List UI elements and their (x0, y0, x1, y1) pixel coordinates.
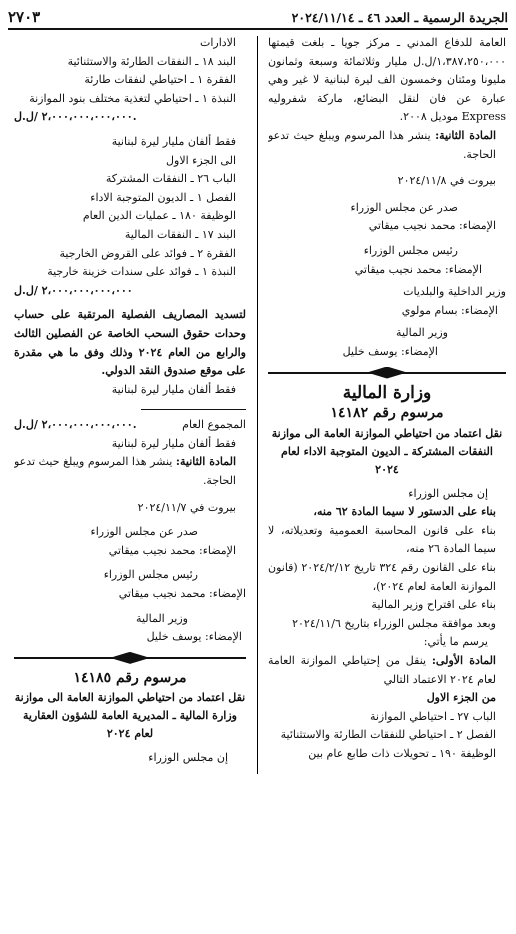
page-number: ٢٧٠٣ (8, 8, 41, 26)
to-part-1: الى الجزء الاول (166, 153, 236, 167)
signature-pm: الإمضاء: محمد نجيب ميقاتي (368, 219, 496, 233)
line-administrations: الادارات (199, 36, 236, 49)
article-1 (268, 652, 506, 689)
part-1-heading: من الجزء الاول (426, 691, 496, 705)
article-2-left-label: المادة الثانية: (175, 455, 236, 469)
budget-chapter: الباب ٢٧ ـ احتياطي الموازنة (369, 709, 496, 723)
amount-2-words: فقط ألفان مليار ليرة لبنانية (111, 382, 236, 396)
item-18: البند ١٨ ـ النفقات الطارئة والاستثنائية (67, 54, 236, 68)
decrees-line: يرسم ما يأتي: (423, 635, 488, 649)
issued-by: صدر عن مجلس الوزراء (350, 200, 458, 214)
decree-subject-left: نقل اعتماد من احتياطي الموازنة العامة الى موازنة وزارة المالية ـ المديرية العامة للشؤون العقارية لعام ٢٠٢٤ (14, 691, 246, 741)
article-2 (268, 127, 506, 164)
article-2-left (14, 453, 246, 490)
signature-pm-left-2: الإمضاء: محمد نجيب ميقاتي (118, 587, 246, 601)
recital-3: بناء على القانون رقم ٣٢٤ تاريخ ٢٠٢٤/٢/١٢ (قانون الموازنة العامة لعام ٢٠٢٤)، (268, 561, 496, 593)
signature-pm-left: الإمضاء: محمد نجيب ميقاتي (108, 543, 236, 557)
amount-1-words: فقط ألفان مليار ليرة لبنانية (111, 134, 236, 148)
budget-section: الفصل ٢ ـ احتياطي للنفقات الطارئة والاستثنائية (280, 728, 496, 742)
right-column (268, 34, 506, 926)
gazette-title: الجريدة الرسمية ـ العدد ٤٦ ـ ٢٠٢٤/١١/١٤ (291, 9, 508, 25)
signature-finance: الإمضاء: يوسف خليل (342, 344, 438, 358)
paragraph-1: الفقرة ١ ـ احتياطي لنفقات طارئة (84, 73, 236, 87)
recital-2: بناء على قانون المحاسبة العمومية وتعديلاته، لا سيما المادة ٢٦ منه، (268, 523, 496, 556)
column-divider (257, 36, 258, 774)
decree-number: مرسوم رقم ١٤١٨٢ (330, 405, 444, 422)
page-header (8, 6, 508, 30)
article-2-text: ينشر هذا المرسوم ويبلغ حيث تدعو الحاجة. (268, 128, 496, 161)
beirut-date: بيروت في ٢٠٢٤/١١/٨ (397, 174, 496, 188)
subsection-1-interest: النبذة ١ ـ فوائد على سندات خزينة خارجية (47, 265, 236, 279)
paragraph-vehicle-value: العامة للدفاع المدني ـ مركز جويا ـ بلغت قيمتها ١،٣٨٧،٢٥٠،٠٠٠/ل.ل مليار وثلاثمائة وسبعة وثمانون مليونا ومئتان وخمسون الف ليرة لبنانية لا غير وهي عبارة عن فان لنقل البضائع، ماركة شفروليه Express موديل ٢٠٠٨. (268, 36, 506, 124)
finance-minister-title: وزير المالية (396, 326, 448, 340)
article-2-label: المادة الثانية: (435, 128, 496, 142)
recital-1: بناء على الدستور لا سيما المادة ٦٢ منه، (313, 505, 496, 519)
left-column (14, 34, 246, 926)
subsection-1: النبذة ١ ـ احتياطي لتغذية مختلف بنود الموازنة (29, 91, 236, 105)
paragraph-2: الفقرة ٢ ـ فوائد على القروض الخارجية (59, 246, 236, 260)
recital-5: وبعد موافقة مجلس الوزراء بتاريخ ٢٠٢٤/١١/٦ (292, 616, 496, 630)
grand-total-label: المجموع العام (182, 418, 246, 432)
article-1-label: المادة الأولى: (431, 654, 496, 668)
ornament-divider (268, 367, 506, 379)
chapter-26: الباب ٢٦ ـ النفقات المشتركة (105, 172, 236, 186)
recital-4: بناء على اقتراح وزير المالية (371, 598, 496, 612)
amount-1: ٢،٠٠٠،٠٠٠،٠٠٠،٠٠٠ /ل.ل. (14, 110, 137, 124)
interior-minister-title: وزير الداخلية والبلديات (403, 285, 506, 299)
council-intro: إن مجلس الوزراء (408, 486, 488, 500)
section-1: الفصل ١ ـ الديون المتوجبة الاداء (90, 190, 236, 204)
amount-3-words: فقط ألفان مليار ليرة لبنانية (111, 436, 236, 450)
ministry-heading: وزارة المالية (342, 382, 432, 403)
signature-pm-2: الإمضاء: محمد نجيب ميقاتي (354, 262, 482, 276)
signature-finance-left: الإمضاء: يوسف خليل (146, 630, 242, 644)
article-1-text: ينقل من إحتياطي الموازنة العامة لعام ٢٠٢٤ الاعتماد التالي (268, 654, 496, 686)
item-17: البند ١٧ ـ النفقات المالية (124, 227, 236, 241)
beirut-date-left: بيروت في ٢٠٢٤/١١/٧ (137, 500, 236, 514)
grand-total-row (14, 416, 246, 435)
issued-by-left: صدر عن مجلس الوزراء (90, 525, 198, 539)
function-180: الوظيفة ١٨٠ ـ عمليات الدين العام (82, 209, 236, 223)
purpose-text: لتسديد المصاريف الفصلية المرتقبة على حساب وحدات حقوق السحب الخاصة عن الفصلين الثالث والرابع من العام ٢٠٢٤ وذلك وفق ما هي مقدرة على موقع صندوق النقد الدولي. (14, 308, 246, 378)
article-2-left-text: ينشر هذا المرسوم ويبلغ حيث تدعو الحاجة. (14, 455, 236, 488)
signature-interior: الإمضاء: بسام مولوي (401, 303, 498, 317)
decree-subject: نقل اعتماد من احتياطي الموازنة العامة الى موازنة النفقات المشتركة ـ الديون المتوجبة الاداء لعام ٢٠٢٤ (271, 426, 503, 476)
ornament-divider-left (14, 652, 246, 664)
pm-title: رئيس مجلس الوزراء (363, 243, 458, 257)
amount-3: ٢،٠٠٠،٠٠٠،٠٠٠،٠٠٠ /ل.ل. (14, 418, 137, 432)
finance-minister-title-left: وزير المالية (136, 611, 188, 625)
pm-title-left: رئيس مجلس الوزراء (103, 568, 198, 582)
decree-number-left: مرسوم رقم ١٤١٨٥ (73, 669, 187, 686)
council-intro-left: إن مجلس الوزراء (148, 751, 228, 765)
budget-function: الوظيفة ١٩٠ ـ تحويلات ذات طابع عام بين (308, 747, 496, 760)
total-rule (141, 409, 246, 410)
amount-2: ٢،٠٠٠،٠٠٠،٠٠٠،٠٠٠ /ل.ل (14, 283, 133, 297)
